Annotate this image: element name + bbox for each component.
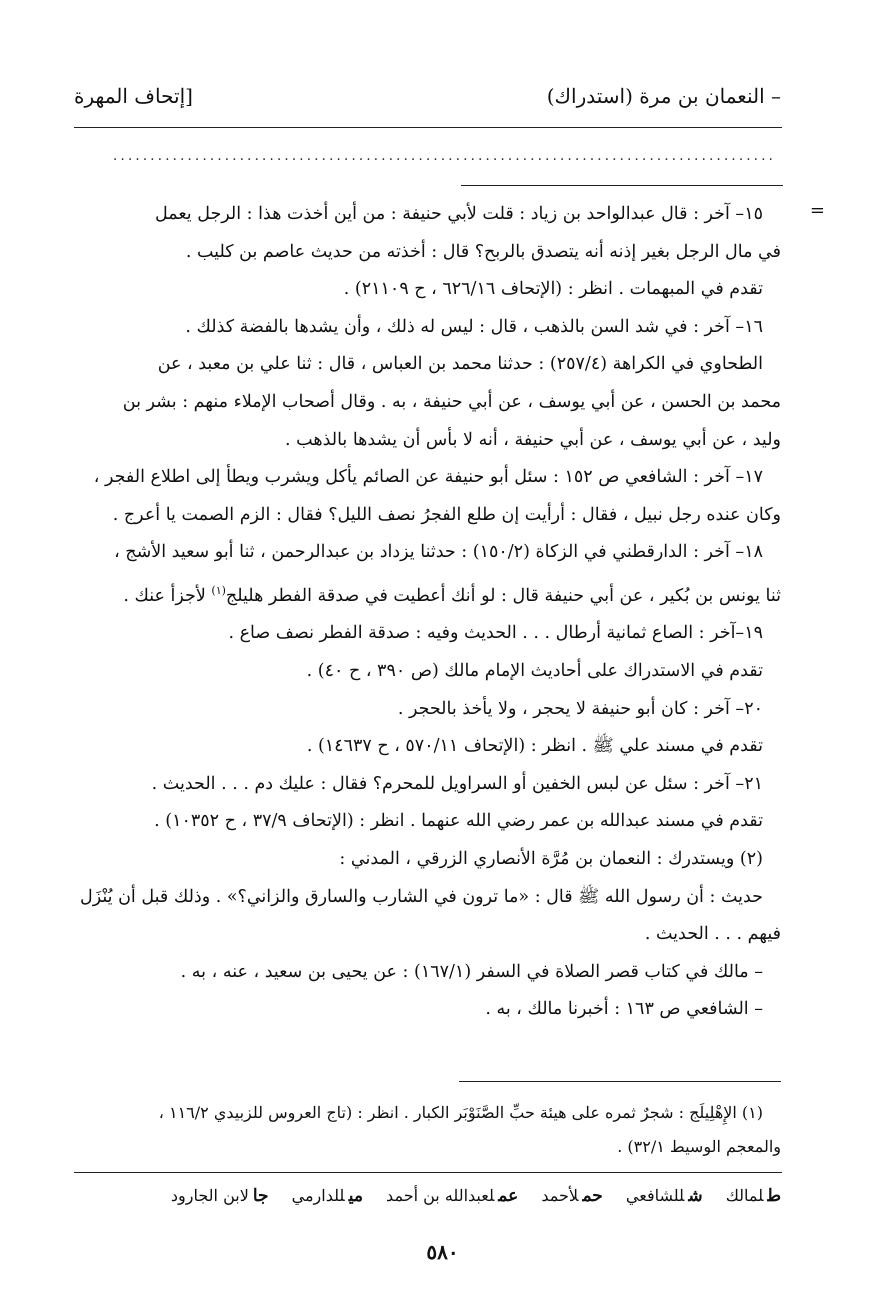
siglum <box>292 1186 363 1205</box>
siglum-code: عم <box>498 1186 519 1206</box>
text-line: تقدم في الاستدراك على أحاديث الإمام مالك (ص ٣٩٠ ، ح ٤٠) . <box>306 660 763 681</box>
footnote-line: والمعجم الوسيط ٣٢/١) . <box>617 1137 781 1156</box>
text-line: تقدم في المبهمات . انظر : (الإتحاف ٦٢٦/١٦ ، ح ٢١١٠٩) . <box>343 279 763 300</box>
siglum <box>541 1186 602 1205</box>
sigla-rule <box>74 1172 782 1173</box>
text-line: وكان عنده رجل نبيل ، فقال : أرأيت إن طلع الفجرُ نصف الليل؟ فقال : الزم الصمت يا أعرج . <box>112 504 781 525</box>
footnotes <box>73 1096 781 1164</box>
text-line: ٢١– آخر : سئل عن لبس الخفين أو السراويل للمحرم؟ فقال : عليك دم . . . الحديث . <box>151 773 763 794</box>
text-line: تقدم في مسند علي ﷺ . انظر : (الإتحاف ٥٧٠/١١ ، ح ١٤٦٣٧) . <box>306 736 763 757</box>
siglum <box>386 1186 518 1205</box>
text-line: ١٩–آخر : الصاع ثمانية أرطال . . . الحديث وفيه : صدقة الفطر نصف صاع . <box>228 623 763 644</box>
siglum-label: لعبدالله بن أحمد <box>386 1186 495 1205</box>
text-segment: لأجزأ عنك . <box>123 585 212 606</box>
footnote-rule <box>459 1081 781 1082</box>
text-line: تقدم في مسند عبدالله بن عمر رضي الله عنهما . انظر : (الإتحاف ٣٧/٩ ، ح ١٠٣٥٢) . <box>154 811 763 832</box>
siglum-code: مي <box>348 1186 363 1206</box>
siglum-code: ش <box>688 1186 703 1206</box>
siglum-label: لابن الجارود <box>170 1186 249 1205</box>
text-line: ١٨– آخر : الدارقطني في الزكاة (١٥٠/٢) : حدثنا يزداد بن عبدالرحمن ، ثنا أبو سعيد الأشج ، <box>114 542 763 563</box>
footnote-line: (١) الإِهْلِيلَج : شجرٌ ثمره على هيئة حبِّ الصَّنَوْبَر الكبار . انظر : (تاج العروس للزبيدي ١١٦/٢ ، <box>158 1103 763 1122</box>
siglum-code: ط <box>767 1186 781 1206</box>
siglum-label: لمالك <box>725 1186 764 1205</box>
siglum-label: للدارمي <box>291 1186 345 1205</box>
text-line: محمد بن الحسن ، عن أبي يوسف ، عن أبي حنيفة ، به . وقال أصحاب الإملاء منهم : بشر بن <box>122 391 781 412</box>
body-text <box>73 196 781 1029</box>
text-line: ٢٠– آخر : كان أبو حنيفة لا يحجر ، ولا يأخذ بالحجر . <box>397 698 763 719</box>
header-rule <box>74 127 782 128</box>
text-line: وليد ، عن أبي يوسف ، عن أبي حنيفة ، أنه لا بأس أن يشدها بالذهب . <box>285 429 781 450</box>
text-line-with-footnote <box>73 572 781 615</box>
section-rule <box>461 185 783 186</box>
siglum-code: جا <box>252 1186 269 1206</box>
text-line: (٢) ويستدرك : النعمان بن مُرَّة الأنصاري الزرقي ، المدني : <box>339 848 763 869</box>
running-head-title: – النعمان بن مرة (استدراك) <box>546 84 781 108</box>
sigla-legend <box>73 1186 781 1206</box>
text-line: ١٦– آخر : في شد السن بالذهب ، قال : ليس له ذلك ، وأن يشدها بالفضة كذلك . <box>185 316 763 337</box>
siglum <box>626 1186 703 1205</box>
page-number: ٥٨٠ <box>426 1240 459 1264</box>
text-line: حديث : أن رسول الله ﷺ قال : «ما ترون في الشارب والسارق والزاني؟» . وذلك قبل أن يُنْزَل <box>80 886 763 907</box>
siglum-code: حم <box>582 1186 603 1206</box>
dotted-separator: ......................................................................................... <box>112 148 776 164</box>
siglum <box>171 1186 269 1205</box>
text-line: – مالك في كتاب قصر الصلاة في السفر (١٦٧/١) : عن يحيى بن سعيد ، عنه ، به . <box>180 961 763 982</box>
text-line: في مال الرجل بغير إذنه أنه يتصدق بالربح؟ قال : أخذته من حديث عاصم بن كليب . <box>185 241 781 262</box>
text-line: ١٥– آخر : قال عبدالواحد بن زياد : قلت لأبي حنيفة : من أين أخذت هذا : الرجل يعمل <box>154 204 763 224</box>
siglum-label: لأحمد <box>541 1186 579 1205</box>
running-head-book: [إتحاف المهرة <box>74 84 193 108</box>
text-line: فيهم . . . الحديث . <box>644 924 781 945</box>
siglum-label: للشافعي <box>625 1186 685 1205</box>
text-line: ١٧– آخر : الشافعي ص ١٥٢ : سئل أبو حنيفة عن الصائم يأكل ويشرب ويطأ إلى اطلاع الفجر ، <box>93 467 763 488</box>
text-segment: ثنا يونس بن بُكير ، عن أبي حنيفة قال : لو أنك أعطيت في صدقة الفطر هليلج <box>225 585 781 606</box>
text-line: – الشافعي ص ١٦٣ : أخبرنا مالك ، به . <box>485 999 763 1020</box>
siglum <box>726 1186 781 1205</box>
text-line: الطحاوي في الكراهة (٢٥٧/٤) : حدثنا محمد بن العباس ، قال : ثنا علي بن معبد ، عن <box>157 354 763 375</box>
footnote-marker: (١) <box>211 583 226 597</box>
margin-mark: = <box>809 200 825 221</box>
